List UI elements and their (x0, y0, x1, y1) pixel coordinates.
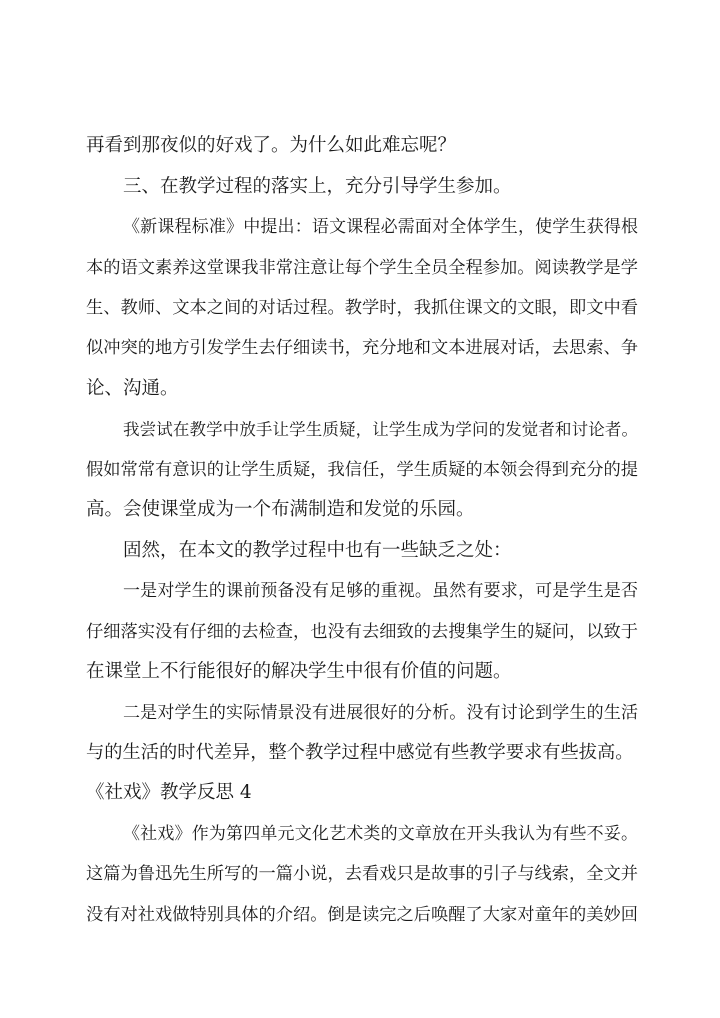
text-line: 假如常常有意识的让学生质疑，我信任，学生质疑的本领会得到充分的提 (86, 460, 639, 480)
section-heading: 三、在教学过程的落实上，充分引导学生参加。 (123, 176, 512, 197)
text-line: 高。会使课堂成为一个布满制造和发觉的乐园。 (86, 499, 475, 520)
text-line: 固然，在本文的教学过程中也有一些缺乏之处： (123, 540, 512, 561)
text-line: 没有对社戏做特别具体的介绍。倒是读完之后唤醒了大家对童年的美妙回 (86, 905, 639, 925)
text-line: 生、教师、文本之间的对话过程。教学时，我抓住课文的文眼，即文中看 (86, 298, 639, 318)
text-line: 《新课程标准》中提出：语文课程必需面对全体学生，使学生获得根 (123, 217, 638, 237)
text-line: 本的语文素养这堂课我非常注意让每个学生全员全程参加。阅读教学是学 (86, 258, 639, 278)
text-line: 在课堂上不行能很好的解决学生中很有价值的问题。 (86, 661, 512, 682)
text-line: 这篇为鲁迅先生所写的一篇小说，去看戏只是故事的引子与线索，全文并 (86, 864, 639, 884)
section-title: 《社戏》教学反思 4 (86, 782, 252, 803)
text-line: 论、沟通。 (86, 378, 179, 399)
text-line: 再看到那夜似的好戏了。为什么如此难忘呢？ (86, 135, 457, 156)
text-line: 我尝试在教学中放手让学生质疑，让学生成为学问的发觉者和讨论者。 (123, 420, 638, 439)
text-line: 与的生活的时代差异，整个教学过程中感觉有些教学要求有些拔高。 (86, 742, 634, 763)
text-line: 《社戏》作为第四单元文化艺术类的文章放在开头我认为有些不妥。 (123, 824, 638, 844)
text-line: 二是对学生的实际情景没有进展很好的分析。没有讨论到学生的生活 (123, 703, 638, 723)
text-line: 一是对学生的课前预备没有足够的重视。虽然有要求，可是学生是否 (123, 581, 638, 601)
text-line: 仔细落实没有仔细的去检查，也没有去细致的去搜集学生的疑问，以致于 (86, 622, 639, 642)
text-line: 似冲突的地方引发学生去仔细读书，充分地和文本进展对话，去思索、争 (86, 338, 639, 358)
